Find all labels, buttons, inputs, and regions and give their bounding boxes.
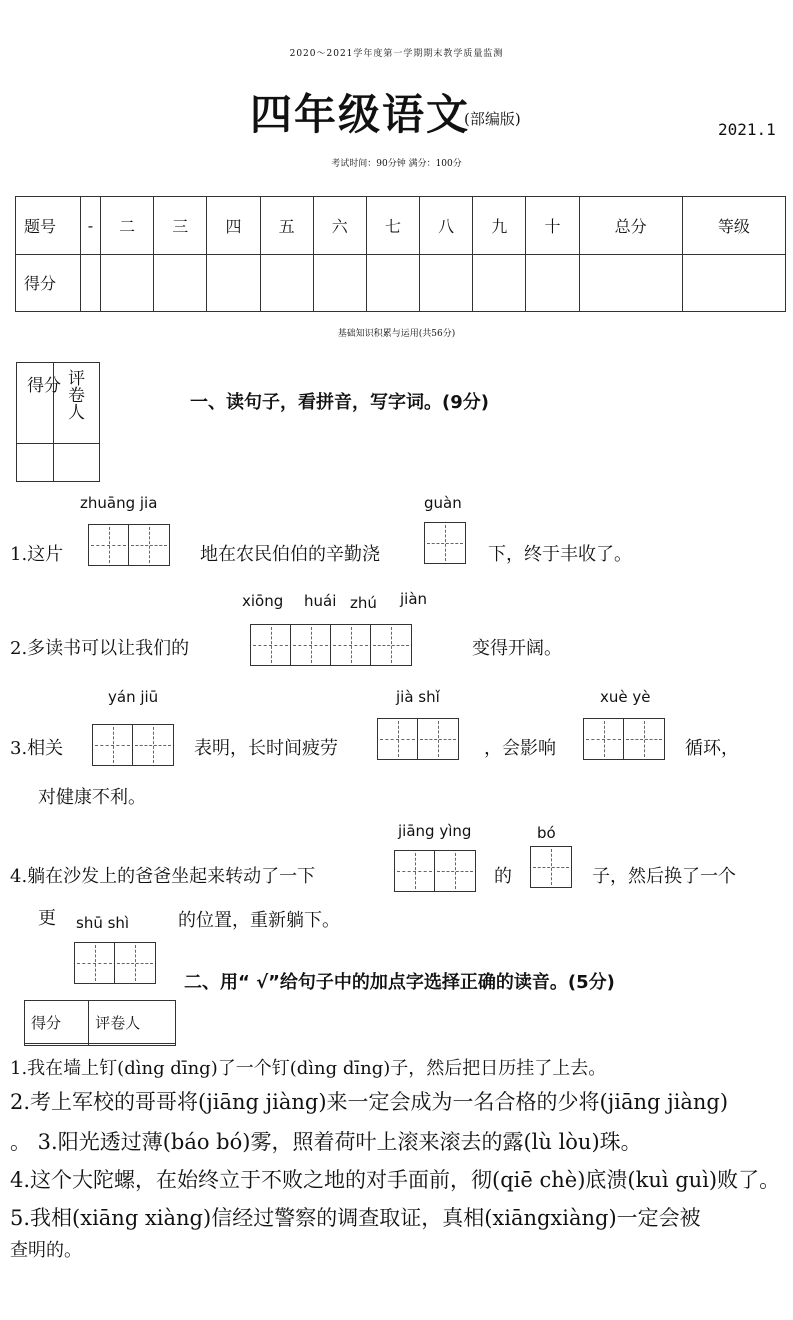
writing-grid[interactable] (583, 718, 665, 760)
score-table (15, 196, 786, 312)
writing-grid[interactable] (74, 942, 156, 984)
part1-heading: 一、读句子，看拼音，写字词。(9分) (190, 392, 489, 413)
score-table-header-cell: 总分 (579, 197, 682, 255)
grader-box (16, 362, 100, 482)
pinyin-label: shū shì (76, 914, 130, 932)
question-text: 3.相关 (10, 738, 64, 759)
score-input-cell[interactable] (579, 254, 682, 312)
grader-box-score-label: 得分 (27, 376, 61, 396)
pinyin-label: bó (537, 824, 556, 842)
writing-grid[interactable] (377, 718, 459, 760)
score-table-header-cell: 五 (260, 197, 313, 255)
score-table-header-cell: - (81, 197, 101, 255)
score-input-cell[interactable] (473, 254, 526, 312)
question-text: 变得开阔。 (472, 638, 562, 659)
score-input-cell[interactable] (101, 254, 154, 312)
score-input-cell[interactable] (682, 254, 785, 312)
page-title: 四年级语文 (250, 90, 471, 139)
score-table-header-cell: 四 (207, 197, 260, 255)
score-table-header-cell: 三 (154, 197, 207, 255)
score-table-header-cell: 题号 (16, 197, 81, 255)
score-table-score-row (16, 254, 786, 312)
writing-grid[interactable] (92, 724, 174, 766)
score-table-header-cell: 七 (366, 197, 419, 255)
writing-grid[interactable] (88, 524, 170, 566)
exam-line: 2020～2021学年度第一学期期末教学质量监测 (289, 49, 504, 59)
question-text: 4.躺在沙发上的爸爸坐起来转动了一下 (10, 866, 316, 887)
pinyin-label: xuè yè (600, 688, 651, 706)
score-input-cell[interactable] (366, 254, 419, 312)
section-title: 基础知识积累与运用(共56分) (337, 329, 456, 339)
pinyin-label: xiōng (242, 592, 284, 610)
pinyin-label: huái (304, 592, 337, 610)
writing-grid[interactable] (394, 850, 476, 892)
score-input-cell[interactable] (89, 1044, 176, 1046)
score-input-cell[interactable] (420, 254, 473, 312)
reading-line: 2.考上军校的哥哥将(jiāng jiàng)来一定会成为一名合格的少将(jiāng jiàng) (10, 1090, 729, 1114)
score-table-header-cell: 九 (473, 197, 526, 255)
edition-label: (部编版) (464, 110, 521, 128)
score-input-cell[interactable] (260, 254, 313, 312)
score-input-cell[interactable] (81, 254, 101, 312)
score-table-header-cell: 十 (526, 197, 579, 255)
exam-date: 2021.1 (718, 120, 776, 139)
question-text: 地在农民伯伯的辛勤浇 (200, 544, 380, 565)
score-input-cell[interactable] (154, 254, 207, 312)
grader-box-grader-label: 评卷人 (64, 369, 84, 420)
pinyin-label: zhuāng jia (80, 494, 158, 512)
question-text: 的 (494, 866, 512, 887)
question-text: 子，然后换了一个 (592, 866, 736, 887)
score-table-header-cell: 八 (420, 197, 473, 255)
question-text: 1.这片 (10, 544, 64, 565)
pinyin-label: jiāng yìng (398, 822, 472, 840)
question-text: 2.多读书可以让我们的 (10, 638, 190, 659)
pinyin-label: guàn (424, 494, 462, 512)
grader-box-score-label: 得分 (25, 1001, 89, 1044)
score-input-cell[interactable] (25, 1044, 89, 1046)
score-table-header-cell: 等级 (682, 197, 785, 255)
pinyin-label: jià shǐ (396, 688, 440, 706)
question-text: 更 (38, 908, 56, 929)
question-text: 表明，长时间疲劳 (194, 738, 338, 759)
reading-line: 查明的。 (10, 1240, 82, 1261)
question-text: 循环， (685, 738, 739, 759)
question-text: 的位置，重新躺下。 (178, 910, 340, 931)
question-text: 对健康不利。 (38, 787, 146, 808)
exam-info: 考试时间：90分钟 满分：100分 (331, 159, 462, 169)
writing-grid[interactable] (424, 522, 466, 564)
score-table-header-cell: 二 (101, 197, 154, 255)
reading-line: 。 3.阳光透过薄(báo bó)雾，照着荷叶上滚来滚去的露(lù lòu)珠。 (10, 1130, 642, 1154)
grader-box-grader-label: 评卷人 (89, 1001, 176, 1044)
pinyin-label: yán jiū (108, 688, 159, 706)
score-table-header-row (16, 197, 786, 255)
grader-box-2 (24, 1000, 176, 1046)
part2-heading: 二、用“ √”给句子中的加点字选择正确的读音。(5分) (184, 972, 615, 993)
writing-grid[interactable] (250, 624, 412, 666)
score-input-cell[interactable] (313, 254, 366, 312)
pinyin-label: zhú (350, 594, 377, 612)
divider (17, 443, 99, 444)
reading-line: 5.我相(xiāng xiàng)信经过警察的调查取证，真相(xiāngxiàng)一定会被 (10, 1206, 701, 1230)
question-text: 下，终于丰收了。 (488, 544, 632, 565)
score-input-cell[interactable] (207, 254, 260, 312)
question-text: ，会影响 (484, 738, 556, 759)
reading-line: 1.我在墙上钉(dìng dīng)了一个钉(dìng dīng)子，然后把日历挂了上去。 (10, 1058, 607, 1079)
writing-grid[interactable] (530, 846, 572, 888)
score-table-header-cell: 六 (313, 197, 366, 255)
reading-line: 4.这个大陀螺，在始终立于不败之地的对手面前，彻(qiē chè)底溃(kuì guì)败了。 (10, 1168, 781, 1192)
score-row-label: 得分 (16, 254, 81, 312)
score-input-cell[interactable] (526, 254, 579, 312)
pinyin-label: jiàn (400, 590, 428, 608)
